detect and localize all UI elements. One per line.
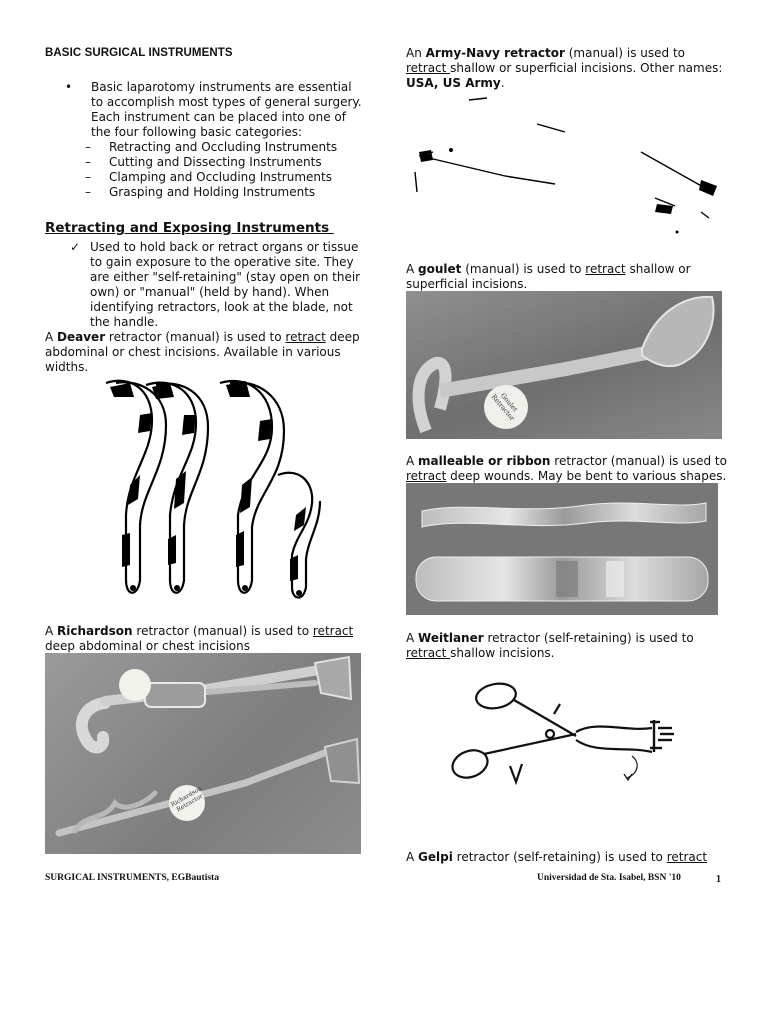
category-item: Clamping and Occluding Instruments — [109, 170, 332, 184]
retract-link: retract — [285, 330, 326, 344]
richardson-name: Richardson — [57, 624, 133, 638]
intro-block: • Basic laparotomy instruments are essential to accomplish most types of general surgery. Each instrument can be placed into one of the four following basic categories: – Retracting and Occluding Instruments – Cutting and Dissecting Instruments – Clamping and Occluding Instruments – Grasping and Holding Instruments — [65, 80, 365, 200]
section-heading: Retracting and Exposing Instruments — [45, 220, 334, 236]
weitlaner-caption: A Weitlaner retractor (self-retaining) is used to retract shallow incisions. — [406, 631, 694, 660]
weitlaner-retractor-illustration — [436, 670, 686, 810]
richardson-caption: A Richardson retractor (manual) is used to retract deep abdominal or chest incisions — [45, 624, 354, 653]
photo-tag-label: Goulet Retractor — [489, 391, 520, 423]
footer-right: Universidad de Sta. Isabel, BSN '10 — [537, 873, 681, 883]
deaver-retractor-4 — [278, 473, 320, 598]
retract-link: retract — [585, 262, 626, 276]
footer-left: SURGICAL INSTRUMENTS, EGBautista — [45, 873, 219, 883]
other-names: USA, US Army — [406, 76, 501, 90]
goulet-caption: A goulet (manual) is used to retract shallow or superficial incisions. — [406, 262, 691, 291]
bullet-marker: • — [65, 80, 73, 94]
richardson-retractor-photo — [45, 653, 361, 854]
deaver-retractor-3 — [220, 381, 284, 593]
category-item: Cutting and Dissecting Instruments — [109, 155, 322, 169]
page-number: 1 — [716, 874, 721, 885]
retract-link: retract — [312, 624, 354, 638]
gelpi-caption: A Gelpi retractor (self-retaining) is used to retract — [406, 850, 708, 864]
deaver-caption: A Deaver retractor (manual) is used to retract deep abdominal or chest incisions. Available in various widths. — [45, 330, 360, 374]
malleable-name: malleable or ribbon — [418, 454, 551, 468]
malleable-caption: A malleable or ribbon retractor (manual) is used to retract deep wounds. May be bent to various shapes. — [406, 454, 727, 483]
deaver-retractors-illustration — [100, 375, 325, 610]
gelpi-name: Gelpi — [418, 850, 453, 864]
section-text: Used to hold back or retract organs or tissue to gain exposure to the operative site. They are either "self-retaining" (stay open on their own) or "manual" (held by hand). When identifying retractors, look at the blade, not the handle. — [90, 240, 361, 329]
retract-link: retract — [406, 469, 447, 483]
goulet-retractor-photo — [406, 291, 722, 439]
weitlaner-name: Weitlaner — [418, 631, 484, 645]
army-navy-name: Army-Navy retractor — [425, 46, 565, 60]
checkmark-icon: ✓ — [70, 240, 81, 254]
malleable-retractor-photo — [406, 483, 718, 615]
retract-link: retract — [406, 646, 451, 660]
section-description — [70, 240, 362, 330]
retract-link: retract — [666, 850, 708, 864]
category-item: Retracting and Occluding Instruments — [109, 140, 338, 154]
category-item: Grasping and Holding Instruments — [109, 185, 316, 199]
deaver-name: Deaver — [57, 330, 106, 344]
retract-link: retract — [406, 61, 451, 75]
army-navy-retractor-illustration — [405, 92, 723, 244]
photo-tag-label: Richardson Retractor — [169, 785, 205, 814]
army-navy-caption: An Army-Navy retractor (manual) is used to retract shallow or superficial incisions. Other names: USA, US Army. — [406, 46, 723, 90]
page-title: BASIC SURGICAL INSTRUMENTS — [45, 47, 233, 59]
intro-text: Basic laparotomy instruments are essential to accomplish most types of general surgery. Each instrument can be placed into one of the four following basic categories: — [91, 80, 362, 139]
goulet-name: goulet — [418, 262, 462, 276]
